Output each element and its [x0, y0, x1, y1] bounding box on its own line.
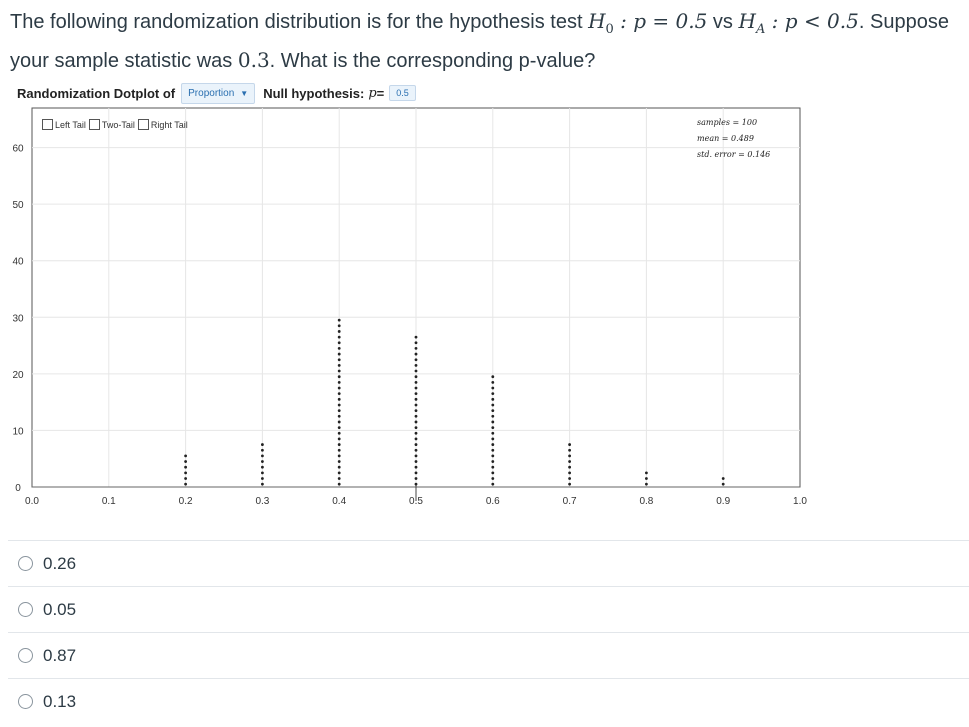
radio-button[interactable]	[18, 556, 33, 571]
data-dot	[338, 477, 341, 480]
y-tick-label: 0	[15, 483, 21, 494]
left-tail-option[interactable]	[42, 119, 86, 130]
x-tick-label: 0.5	[409, 496, 423, 507]
data-dot	[184, 466, 187, 469]
two-tail-label: Two-Tail	[101, 119, 135, 130]
data-dot	[491, 426, 494, 429]
ha-expression	[738, 9, 859, 37]
sample-stat: 0.3	[237, 48, 270, 72]
answer-option[interactable]	[8, 540, 969, 586]
data-dot	[261, 477, 264, 480]
data-dot	[491, 477, 494, 480]
data-dot	[415, 392, 418, 395]
data-dot	[338, 415, 341, 418]
data-dot	[491, 483, 494, 486]
stat-std-error: std. error = 0.146	[697, 150, 771, 159]
right-tail-checkbox[interactable]	[138, 119, 149, 130]
ha-rest: : p < 0.5	[765, 9, 859, 33]
data-dot	[338, 471, 341, 474]
data-dot	[338, 460, 341, 463]
stat-samples: samples = 100	[697, 118, 758, 127]
data-dot	[415, 477, 418, 480]
data-dot	[415, 375, 418, 378]
data-dot	[491, 409, 494, 412]
data-dot	[491, 392, 494, 395]
data-dot	[491, 466, 494, 469]
chevron-down-icon: ▼	[240, 88, 249, 98]
data-dot	[338, 432, 341, 435]
data-dot	[415, 466, 418, 469]
radio-button[interactable]	[18, 602, 33, 617]
data-dot	[491, 460, 494, 463]
question-text	[10, 6, 960, 76]
data-dot	[184, 483, 187, 486]
data-dot	[338, 438, 341, 441]
data-dot	[645, 471, 648, 474]
data-dot	[338, 319, 341, 322]
h0-subscript: 0	[605, 22, 614, 37]
data-dot	[184, 454, 187, 457]
data-dot	[491, 381, 494, 384]
two-tail-checkbox[interactable]	[89, 119, 100, 130]
data-dot	[338, 330, 341, 333]
y-tick-label: 50	[12, 200, 24, 212]
data-dot	[261, 466, 264, 469]
data-dot	[415, 336, 418, 339]
data-dot	[261, 471, 264, 474]
data-dot	[415, 454, 418, 457]
data-dot	[491, 387, 494, 390]
data-dot	[491, 449, 494, 452]
null-hypothesis-label: Null hypothesis:	[263, 85, 365, 101]
data-dot	[338, 398, 341, 401]
data-dot	[415, 341, 418, 344]
x-tick-label: 0.8	[639, 496, 654, 507]
data-dot	[338, 341, 341, 344]
left-tail-checkbox[interactable]	[42, 119, 53, 130]
data-dot	[491, 415, 494, 418]
data-dot	[491, 443, 494, 446]
x-tick-label: 0.0	[25, 496, 39, 507]
x-tick-label: 0.7	[562, 496, 577, 507]
data-dot	[338, 347, 341, 350]
x-tick-label: 0.6	[485, 496, 500, 507]
x-tick-label: 1.0	[793, 496, 807, 507]
data-dot	[338, 381, 341, 384]
data-dot	[645, 483, 648, 486]
ha-subscript: A	[755, 22, 766, 37]
data-dot	[338, 336, 341, 339]
answer-option-label: 0.26	[43, 553, 77, 573]
answer-option-label: 0.05	[43, 599, 77, 619]
y-tick-label: 10	[12, 426, 24, 438]
data-dot	[645, 477, 648, 480]
h0-expression	[588, 9, 708, 37]
data-dot	[415, 438, 418, 441]
x-tick-label: 0.4	[332, 496, 347, 507]
data-dot	[415, 381, 418, 384]
y-tick-label: 60	[12, 143, 24, 155]
data-dot	[338, 421, 341, 424]
data-dot	[184, 460, 187, 463]
data-dot	[415, 421, 418, 424]
data-dot	[338, 375, 341, 378]
x-tick-label: 0.1	[101, 496, 116, 507]
data-dot	[415, 358, 418, 361]
data-dot	[415, 443, 418, 446]
data-dot	[722, 483, 725, 486]
data-dot	[568, 471, 571, 474]
data-dot	[415, 404, 418, 407]
data-dot	[338, 454, 341, 457]
data-dot	[338, 370, 341, 373]
left-tail-label: Left Tail	[55, 119, 86, 130]
data-dot	[491, 404, 494, 407]
data-dot	[184, 471, 187, 474]
data-dot	[415, 364, 418, 367]
data-dot	[184, 477, 187, 480]
data-dot	[338, 387, 341, 390]
x-tick-label: 0.9	[716, 496, 731, 507]
question-part1: The following randomization distribution is for the hypothesis test	[10, 11, 589, 33]
data-dot	[491, 471, 494, 474]
answer-options	[8, 540, 969, 724]
data-dot	[261, 449, 264, 452]
data-dot	[491, 454, 494, 457]
question-part2: . Suppose your sample statistic was	[10, 11, 949, 72]
data-dot	[415, 347, 418, 350]
data-dot	[415, 415, 418, 418]
data-dot	[261, 483, 264, 486]
data-dot	[415, 449, 418, 452]
ha-symbol: H	[738, 9, 756, 33]
h0-symbol: H	[588, 9, 606, 33]
data-dot	[568, 477, 571, 480]
x-tick-label: 0.2	[178, 496, 193, 507]
null-equals: =	[376, 85, 385, 101]
question-vs: vs	[707, 11, 739, 33]
data-dot	[415, 387, 418, 390]
radio-button[interactable]	[18, 648, 33, 663]
data-dot	[338, 466, 341, 469]
data-dot	[491, 398, 494, 401]
data-dot	[568, 454, 571, 457]
data-dot	[415, 460, 418, 463]
data-dot	[338, 404, 341, 407]
tail-options	[42, 119, 191, 130]
radio-button[interactable]	[18, 694, 33, 709]
answer-option-label: 0.87	[43, 645, 77, 665]
data-dot	[338, 392, 341, 395]
data-dot	[491, 438, 494, 441]
data-dot	[568, 483, 571, 486]
data-dot	[261, 454, 264, 457]
data-dot	[338, 353, 341, 356]
answer-option[interactable]	[8, 586, 969, 632]
y-tick-label: 40	[12, 256, 24, 268]
data-dot	[568, 466, 571, 469]
data-dot	[568, 449, 571, 452]
data-dot	[415, 409, 418, 412]
y-tick-label: 20	[12, 369, 24, 381]
data-dot	[261, 443, 264, 446]
data-dot	[338, 443, 341, 446]
data-dot	[415, 432, 418, 435]
data-dot	[338, 409, 341, 412]
answer-option-label: 0.13	[43, 691, 77, 711]
data-dot	[491, 375, 494, 378]
answer-option[interactable]	[8, 678, 969, 724]
data-dot	[338, 324, 341, 327]
dotplot-title: Randomization Dotplot of	[17, 85, 176, 101]
data-dot	[415, 483, 418, 486]
summary-stats	[697, 115, 770, 163]
data-dot	[415, 426, 418, 429]
data-dot	[415, 353, 418, 356]
right-tail-label: Right Tail	[150, 119, 188, 130]
data-dot	[722, 477, 725, 480]
data-dot	[338, 364, 341, 367]
stat-mean: mean = 0.489	[697, 134, 754, 143]
data-dot	[415, 370, 418, 373]
dotplot-chart	[0, 100, 969, 520]
data-dot	[338, 449, 341, 452]
data-dot	[338, 358, 341, 361]
null-value-input[interactable]: 0.5	[389, 85, 416, 101]
data-dot	[338, 426, 341, 429]
null-p-symbol: p	[368, 85, 377, 101]
data-dot	[491, 421, 494, 424]
data-dot	[261, 460, 264, 463]
x-tick-label: 0.3	[255, 496, 270, 507]
data-dot	[568, 443, 571, 446]
h0-rest: : p = 0.5	[613, 9, 708, 33]
data-dot	[415, 398, 418, 401]
data-dot	[415, 471, 418, 474]
two-tail-option[interactable]	[89, 119, 135, 130]
y-tick-label: 30	[12, 313, 24, 325]
answer-option[interactable]	[8, 632, 969, 678]
data-dot	[568, 460, 571, 463]
question-part3: . What is the corresponding p-value?	[269, 50, 596, 72]
data-dot	[338, 483, 341, 486]
right-tail-option[interactable]	[138, 119, 188, 130]
statistic-dropdown-label: Proportion	[188, 87, 235, 99]
data-dot	[491, 432, 494, 435]
